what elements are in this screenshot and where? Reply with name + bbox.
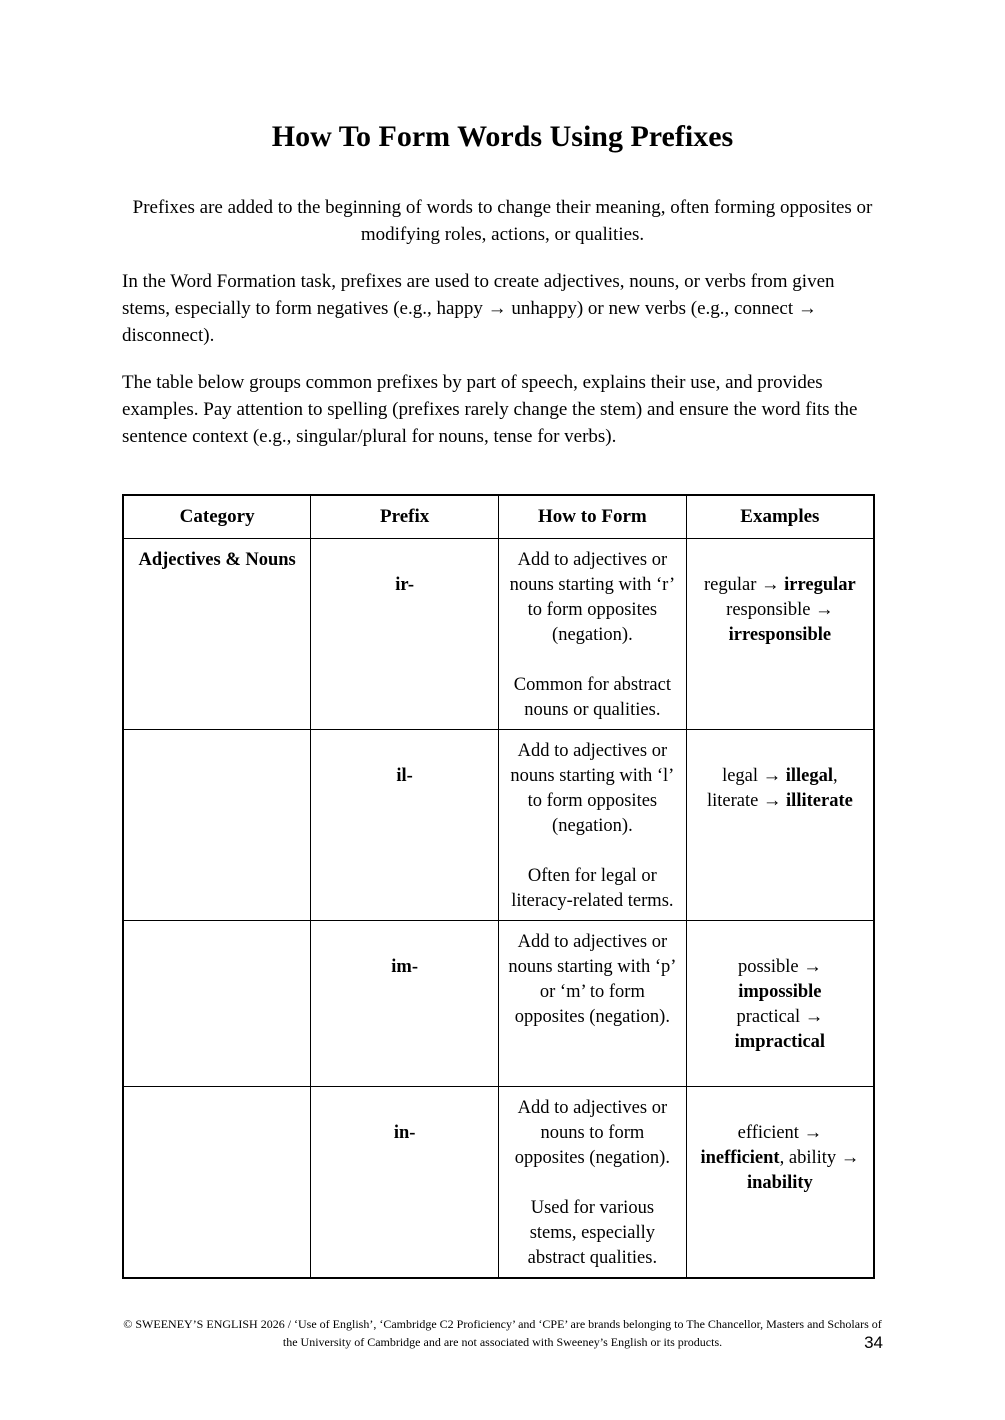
prefix-table <box>122 494 875 1279</box>
prefix-cell: ir- <box>311 539 499 730</box>
how-to-form-cell: Add to adjectives or nouns starting with ‘l’ to form opposites (negation). Often for legal or literacy-related terms. <box>499 730 687 921</box>
category-cell <box>123 1087 311 1279</box>
column-header: Examples <box>686 495 874 539</box>
intro-paragraph-2: In the Word Formation task, prefixes are used to create adjectives, nouns, or verbs from given stems, especially to form negatives (e.g., happy → unhappy) or new verbs (e.g., connect → disconnect). <box>122 271 835 346</box>
examples-cell: regular → irregular responsible → irresponsible <box>686 539 874 730</box>
prefix-cell: im- <box>311 921 499 1087</box>
intro-paragraph-1: Prefixes are added to the beginning of words to change their meaning, often forming opposites or modifying roles, actions, or qualities. <box>132 197 873 245</box>
table-header <box>123 495 874 539</box>
prefix-cell: in- <box>311 1087 499 1279</box>
page-title: How To Form Words Using Prefixes <box>271 120 734 153</box>
footer-note: © SWEENEY’S ENGLISH 2026 / ‘Use of English’, ‘Cambridge C2 Proficiency’ and ‘CPE’ are brands belonging to The Chancellor, Masters and Scholars of the University of Cambridge and are not associated with Sweeney’s English or its products. <box>123 1317 882 1349</box>
category-cell <box>123 921 311 1087</box>
page-number: 34 <box>864 1333 883 1352</box>
how-to-form-cell: Add to adjectives or nouns starting with ‘p’ or ‘m’ to form opposites (negation). <box>499 921 687 1087</box>
examples-cell: possible → impossible practical → impractical <box>686 921 874 1087</box>
category-cell <box>123 730 311 921</box>
table-row <box>123 539 874 730</box>
table-row <box>123 921 874 1087</box>
examples-cell: legal → illegal, literate → illiterate <box>686 730 874 921</box>
how-to-form-cell: Add to adjectives or nouns to form opposites (negation). Used for various stems, especially abstract qualities. <box>499 1087 687 1279</box>
table-row <box>123 1087 874 1279</box>
table-row <box>123 730 874 921</box>
column-header: How to Form <box>499 495 687 539</box>
column-header: Prefix <box>311 495 499 539</box>
how-to-form-cell: Add to adjectives or nouns starting with ‘r’ to form opposites (negation). Common for abstract nouns or qualities. <box>499 539 687 730</box>
header-row <box>123 495 874 539</box>
examples-cell: efficient → inefficient, ability → inability <box>686 1087 874 1279</box>
category-cell: Adjectives & Nouns <box>123 539 311 730</box>
intro-paragraph-3: The table below groups common prefixes by part of speech, explains their use, and provides examples. Pay attention to spelling (prefixes rarely change the stem) and ensure the word fits the sentence context (e.g., singular/plural for nouns, tense for verbs). <box>122 372 858 447</box>
column-header: Category <box>123 495 311 539</box>
prefix-cell: il- <box>311 730 499 921</box>
